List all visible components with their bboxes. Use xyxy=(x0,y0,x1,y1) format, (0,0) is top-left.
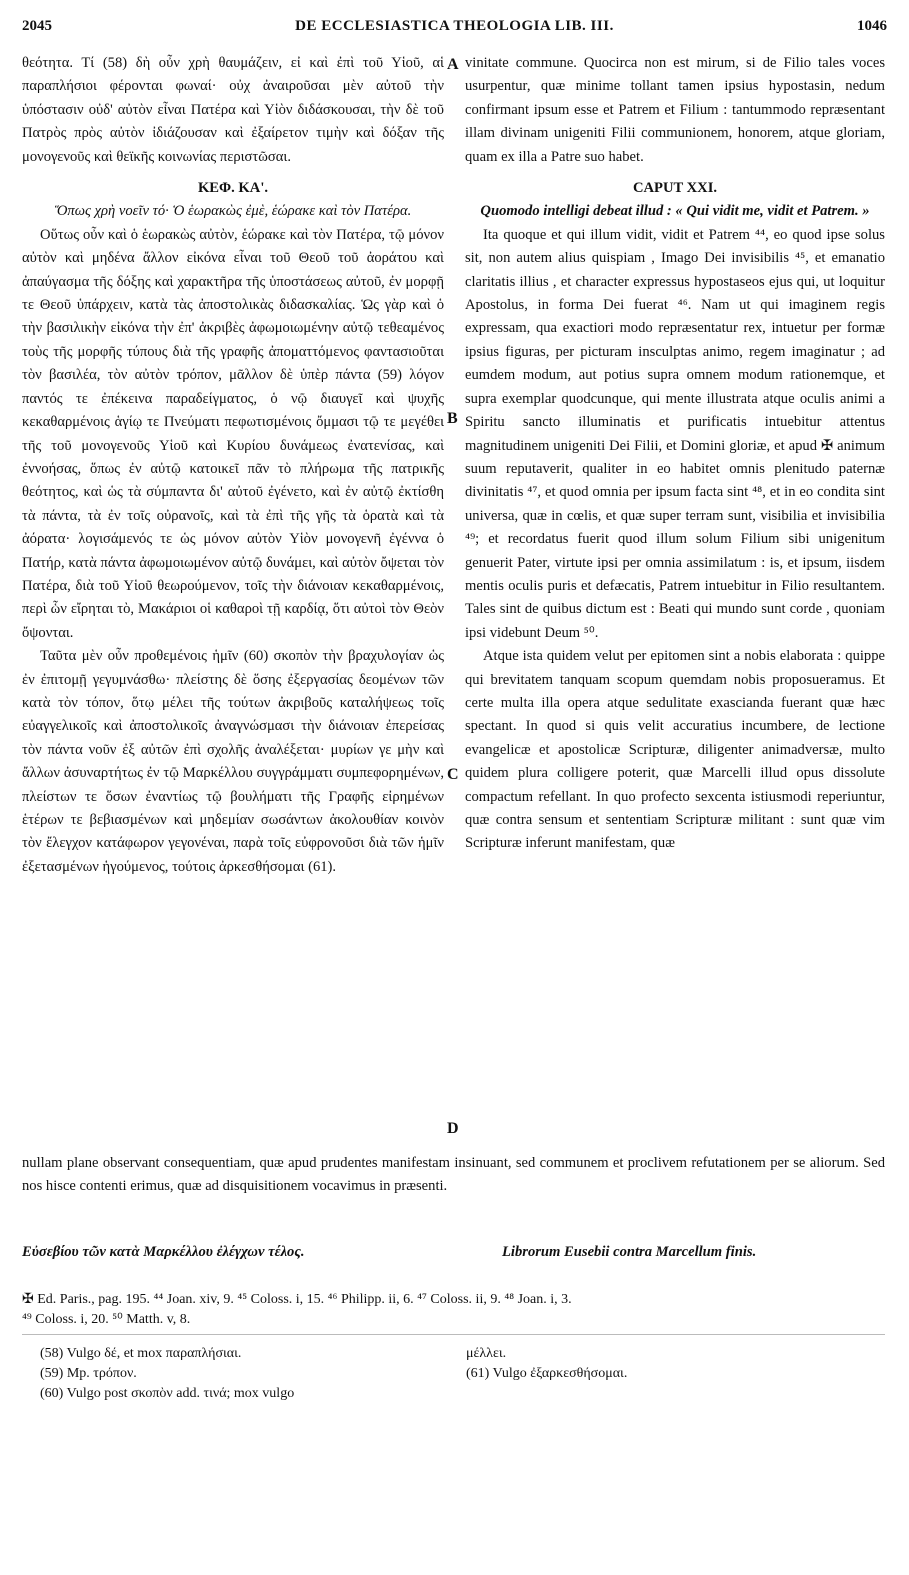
latin-chapter-heading: CAPUT XXI. xyxy=(632,180,718,197)
reference-line-1: ✠ Ed. Paris., pag. 195. ⁴⁴ Joan. xiv, 9. ⁴⁵ Coloss. i, 15. ⁴⁶ Philipp. ii, 6. ⁴⁷ Coloss. ii, 9. ⁴⁸ Joan. i, 3. xyxy=(22,1292,572,1307)
running-header xyxy=(22,18,887,42)
greek-chapter-subtitle: Ὅπως χρὴ νοεῖν τό· Ὁ ἑωρακὼς ἐμὲ, ἑώρακε καὶ τὸν Πατέρα. xyxy=(54,203,412,220)
page-number-left: 2045 xyxy=(22,18,52,34)
footnote-divider xyxy=(22,1334,885,1335)
footnote-61: (61) Vulgo ἐξαρκεσθήσομαι. xyxy=(466,1366,628,1381)
scripture-references xyxy=(22,1290,892,1330)
margin-marker-c: C xyxy=(447,766,459,783)
margin-marker-b: B xyxy=(447,410,458,427)
greek-column xyxy=(22,52,444,879)
latin-column xyxy=(465,52,885,856)
greek-chapter-heading: ΚΕΦ. ΚΑ'. xyxy=(197,180,269,197)
footnotes-right xyxy=(466,1344,886,1384)
latin-chapter-subtitle: Quomodo intelligi debeat illud : « Qui vidit me, vidit et Patrem. » xyxy=(480,203,870,220)
closing-paragraph: nullam plane observant consequentiam, quæ apud prudentes manifestam insinuant, sed communem et proclivem refutationem per se aliorum. Sed nos hisce contenti erimus, quæ ad disquisitionem vocavimus in præsenti. xyxy=(22,1155,885,1195)
page-number-right: 1046 xyxy=(857,18,887,34)
greek-paragraph-2: Οὕτως οὖν καὶ ὁ ἑωρακὼς αὐτὸν, ἑώρακε καὶ τὸν Πατέρα, τῷ μόνον αὐτὸν καὶ μηδένα ἄλλον εἰκόνα εἶναι τοῦ Θεοῦ τοῦ ἀοράτου καὶ ἀπαύγασμα τῆς δόξης καὶ χαρακτῆρα τῆς ὑποστάσεως αὐτοῦ, ἐν μορφῇ τε Θεοῦ ὑπάρχειν, κατὰ τὰς ἀποστολικὰς διδασκαλίας. Ὡς γὰρ καὶ ὁ τὴν βασιλικὴν εἰκόνα τὴν ἐπ' ἀκριβὲς ἀφωμοιωμένην αὐτῷ τεθεαμένος τοὺς τῆς μορφῆς τύπους διὰ τῆς γραφῆς ἀποματτόμενος φαντασιοῦται τὸν βασιλέα, τὸν αὐτὸν τρόπον, μᾶλλον δὲ ὑπὲρ πάντα (59) λόγον παντός τε ἐπέκεινα παραδείγματος, ὁ νῷ διαυγεῖ καὶ ψυχῆς κεκαθαρμένοις ἁγίῳ τε Πνεύματι πεφωτισμένοις ὄμμασι τῷ τε μεγέθει τῆς τοῦ μονογενοῦς Υἱοῦ καὶ Κυρίου δυνάμεως ἐνατενίσας, καὶ ἐννοήσας, ὅπως ἐν αὐτῷ κατοικεῖ πᾶν τὸ πλήρωμα τῆς πατρικῆς θεότητος, καὶ ὡς τὰ σύμπαντα δι' αὐτοῦ ἐγένετο, καὶ ἐν αὐτῷ ἐκτίσθη τὰ πάντα, τὰ ἐν τοῖς οὐρανοῖς, καὶ τὰ ἐπὶ τῆς γῆς τὰ ὁρατὰ καὶ τὰ ἀόρατα· λογισάμενός τε ὡς μόνον αὐτὸν Υἱὸν μονογενῆ ἐγέννα ὁ Πατήρ, κατὰ πάντα ἀφωμοιωμένον αὐτῷ δυνάμει, καὶ αὐτὸν ὄψεται τὸν Πατέρα, διὰ τοῦ Υἱοῦ θεωρούμενον, τοῖς τὴν διάνοιαν κεκαθαρμένοις, περὶ ὧν εἴρηται τὸ, Μακάριοι οἱ καθαροὶ τῇ καρδίᾳ, ὅτι αὐτοὶ τὸν Θεὸν ὄψονται. xyxy=(22,226,444,641)
latin-paragraph-1: vinitate commune. Quocirca non est mirum, si de Filio tales voces usurpentur, quæ minime tollant tamen ipsius hypostasin, nedum confirmant ipsum esse et Patrem et Filium : tantummodo repræsentant illam divinam unigeniti Filii communionem, honorem, atque gloriam, quam ex illa a Patre suo habet. xyxy=(465,55,885,165)
footnote-60: (60) Vulgo post σκοπὸν add. τινά; mox vulgo xyxy=(40,1386,295,1401)
greek-paragraph-3: Ταῦτα μὲν οὖν προθεμένοις ἡμῖν (60) σκοπὸν τὴν βραχυλογίαν ὡς ἐν ἐπιτομῇ γεγυμνάσθω· πλείστης δὲ ὅσης ἐξεργασίας δεομένων τῶν κατὰ τὸν τόπον, ὅτῳ μέλει τῆς τούτων ἀκριβοῦς καταλήψεως τοῖς εὐαγγελικοῖς καὶ ἀποστολικοῖς ἀναγνώσμασι τὴν διάνοιαν ἐπερείσας τὸν πάντα νοῦν ἐξ αὐτῶν ἐπὶ σχολῆς ἀναλέξεται· μυρίων γε μὴν καὶ ἄλλων ἀσυναρτήτως ἐν τῷ Μαρκέλλου συγγράμματι συμπεφορημένων, πλείστων τε ὅσων ἐναντίως τῷ βουλήματι τῆς Γραφῆς εἰρημένων ἑτέρων τε βεβιασμένων καὶ μηδεμίαν σωσάντων ἀκολουθίαν κοινὸν τὸν ἔλεγχον κατάφωρον γεγονέναι, παρὰ τοῖς εὐφρονοῦσι διὰ τῶν ἡμῖν ἐξετασμένων ἡγούμενος, τούτοις ἀρκεσθήσομαι (61). xyxy=(22,648,444,875)
running-title: DE ECCLESIASTICA THEOLOGIA LIB. III. xyxy=(295,18,614,34)
margin-marker-d: D xyxy=(447,1120,459,1137)
greek-paragraph-1: θεότητα. Τί (58) δὴ οὖν χρὴ θαυμάζειν, εἰ καὶ ἐπὶ τοῦ Υἱοῦ, αἱ παραπλήσιοι φέρονται φωναί· οὐχ ἀναιροῦσαι μὲν αὐτοῦ τὴν ὑπόστασιν οὐδ' αὐτὸν εἶναι Πατέρα καὶ Υἱὸν διδάσκουσαι, τὴν δὲ τοῦ Πατρὸς πρὸς αὐτὸν ἰδιάζουσαν καὶ ἐξαίρετον τιμὴν καὶ δόξαν τῆς μονογενοῦς καὶ θεϊκῆς κοινωνίας περιστῶσαι. xyxy=(22,55,444,165)
latin-paragraph-3: Atque ista quidem velut per epitomen sint a nobis elaborata : quippe qui brevitatem tanquam scopum quemdam nobis proposueramus. Et certe multa illa opera atque sedulitate exascianda fuerant quæ hæc spectant. In quod si quis velit accuratius incumbere, de lectione evangelicæ et apostolicæ Scripturæ, diligenter animadversæ, multo quidem plura colligere poterit, quæ Marcelli illud opus dissolute compactum refellant. In quo profecto sexcenta istiusmodi reperiuntur, quæ contra sensum et sententiam Scripturæ militant : sunt quæ vim Scripturæ inferunt manifestam, quæ xyxy=(465,648,885,852)
margin-marker-a: A xyxy=(447,56,459,73)
full-width-latin-text xyxy=(22,1152,885,1199)
footnote-59: (59) Mp. τρόπον. xyxy=(40,1366,137,1381)
footnotes-left xyxy=(40,1344,460,1404)
footnote-58: (58) Vulgo δέ, et mox παραπλήσιαι. xyxy=(40,1346,242,1361)
footnote-60-continued: μέλλει. xyxy=(466,1346,507,1361)
greek-end-title: Εὐσεβίου τῶν κατὰ Μαρκέλλου ἐλέγχων τέλος. xyxy=(22,1244,305,1260)
latin-paragraph-2: Ita quoque et qui illum vidit, vidit et Patrem ⁴⁴, eo quod ipse solus sit, non autem alius quispiam , Imago Dei invisibilis ⁴⁵, et emanatio claritatis illius , et character expressus hypostaseos ejus qui, ut loquitur Apostolus, in forma Dei fuerat ⁴⁶. Nam ut qui imaginem regis expressam, qua exactiori modo repræsentatur rex, intuetur per formæ ipsius figuras, per picturam insculptas animo, regem imaginatur ; ad eumdem modum, aut potius supra omnem modum rationemque, et supra exemplar quodcunque, qui mente illustrata atque oculis animi a Spiritu sancto illuminatis et purificatis intuebitur attentus magnitudinem unigeniti Dei Filii, et Domini gloriæ, et apud ✠ animum suum reputaverit, qualiter in eo habitet omnis plenitudo paternæ divinitatis ⁴⁷, et quod omnia per ipsum facta sint ⁴⁸, et in eo condita sint universa, quæ in cœlis, et quæ super terram sunt, visibilia et invisibilia ⁴⁹; et recordatus fuerit quod illum solum Filium sibi unigenitum genuerit Pater, virtute ipsi per omnia assimilatum : is, et ipsum, iisdem mentis oculis puris et defæcatis, Patrem intuebitur in Filio resultantem. Tales sint de quibus dictum est : Beati qui mundo sunt corde , quoniam ipsi videbunt Deum ⁵⁰. xyxy=(465,226,885,641)
latin-end-title: Librorum Eusebii contra Marcellum finis. xyxy=(502,1244,757,1260)
reference-line-2: ⁴⁹ Coloss. i, 20. ⁵⁰ Matth. v, 8. xyxy=(22,1312,191,1327)
